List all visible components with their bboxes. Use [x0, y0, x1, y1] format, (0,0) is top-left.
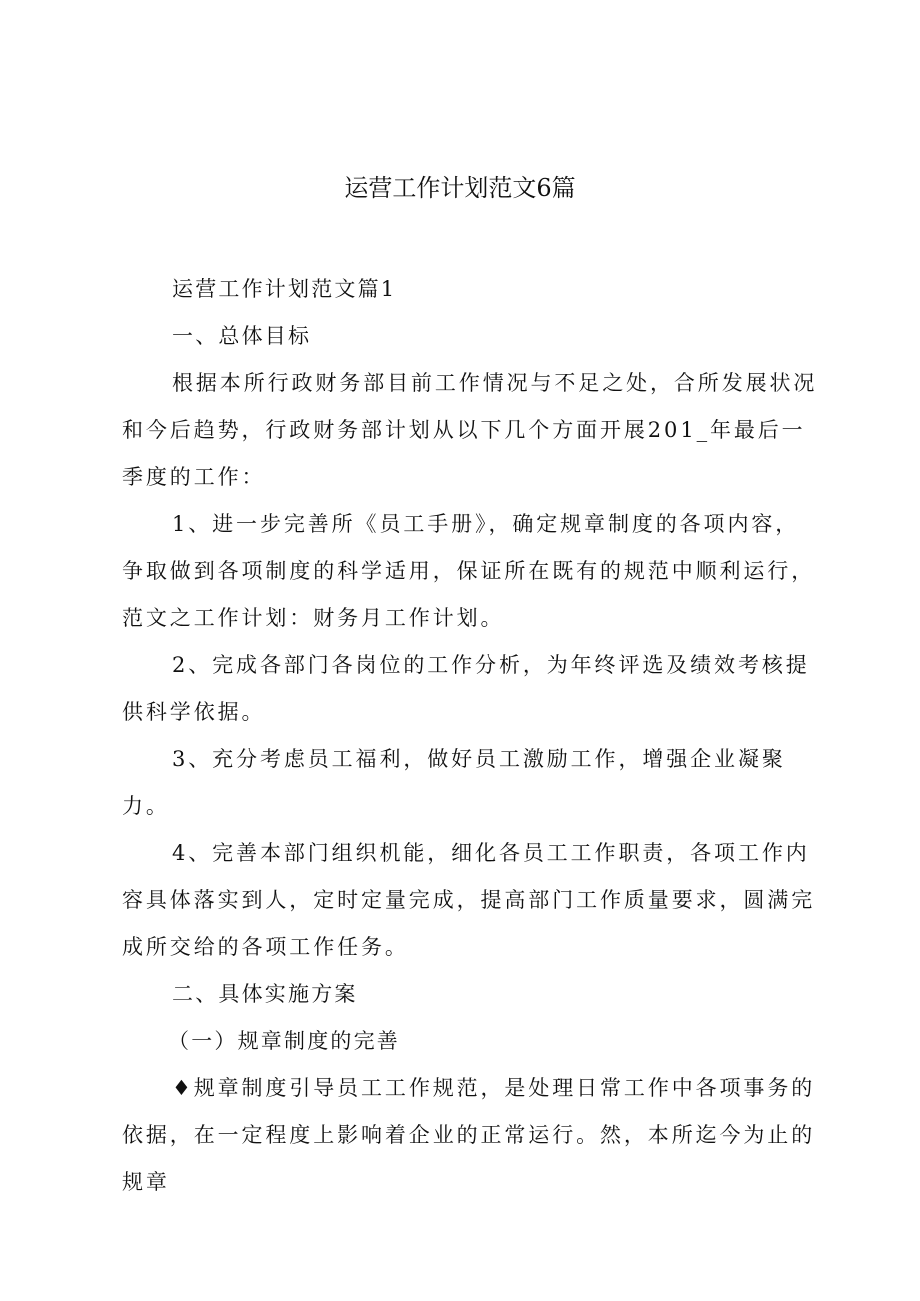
- subsection-heading-rules: （一）规章制度的完善: [168, 1029, 400, 1053]
- paragraph-item-3: 3、充分考虑员工福利，做好员工激励工作，增强企业凝聚力。: [122, 747, 786, 818]
- document-body: [122, 266, 822, 1206]
- section-heading-overall-goal: 一、总体目标: [172, 324, 312, 348]
- paragraph-intro: 根据本所行政财务部目前工作情况与不足之处，合所发展状况和今后趋势，行政财务部计划从以下几个方面开展201_年最后一季度的工作：: [122, 371, 818, 489]
- paragraph-item-4: 4、完善本部门组织机能，细化各员工工作职责，各项工作内容具体落实到人，定时定量完成，提高部门工作质量要求，圆满完成所交给的各项工作任务。: [122, 841, 816, 959]
- paragraph-item-2: 2、完成各部门各岗位的工作分析，为年终评选及绩效考核提供科学依据。: [122, 653, 810, 724]
- document-title: 运营工作计划范文6篇: [344, 174, 576, 202]
- paragraph-item-1: 1、进一步完善所《员工手册》，确定规章制度的各项内容，争取做到各项制度的科学适用，保证所在既有的规范中顺利运行，范文之工作计划：财务月工作计划。: [122, 512, 816, 630]
- paragraph-rules-body: ♦规章制度引导员工工作规范，是处理日常工作中各项事务的依据，在一定程度上影响着企业的正常运行。然，本所迄今为止的规章: [122, 1076, 816, 1194]
- section-heading-implementation: 二、具体实施方案: [172, 982, 358, 1006]
- section-heading-article-1: 运营工作计划范文篇1: [172, 277, 397, 301]
